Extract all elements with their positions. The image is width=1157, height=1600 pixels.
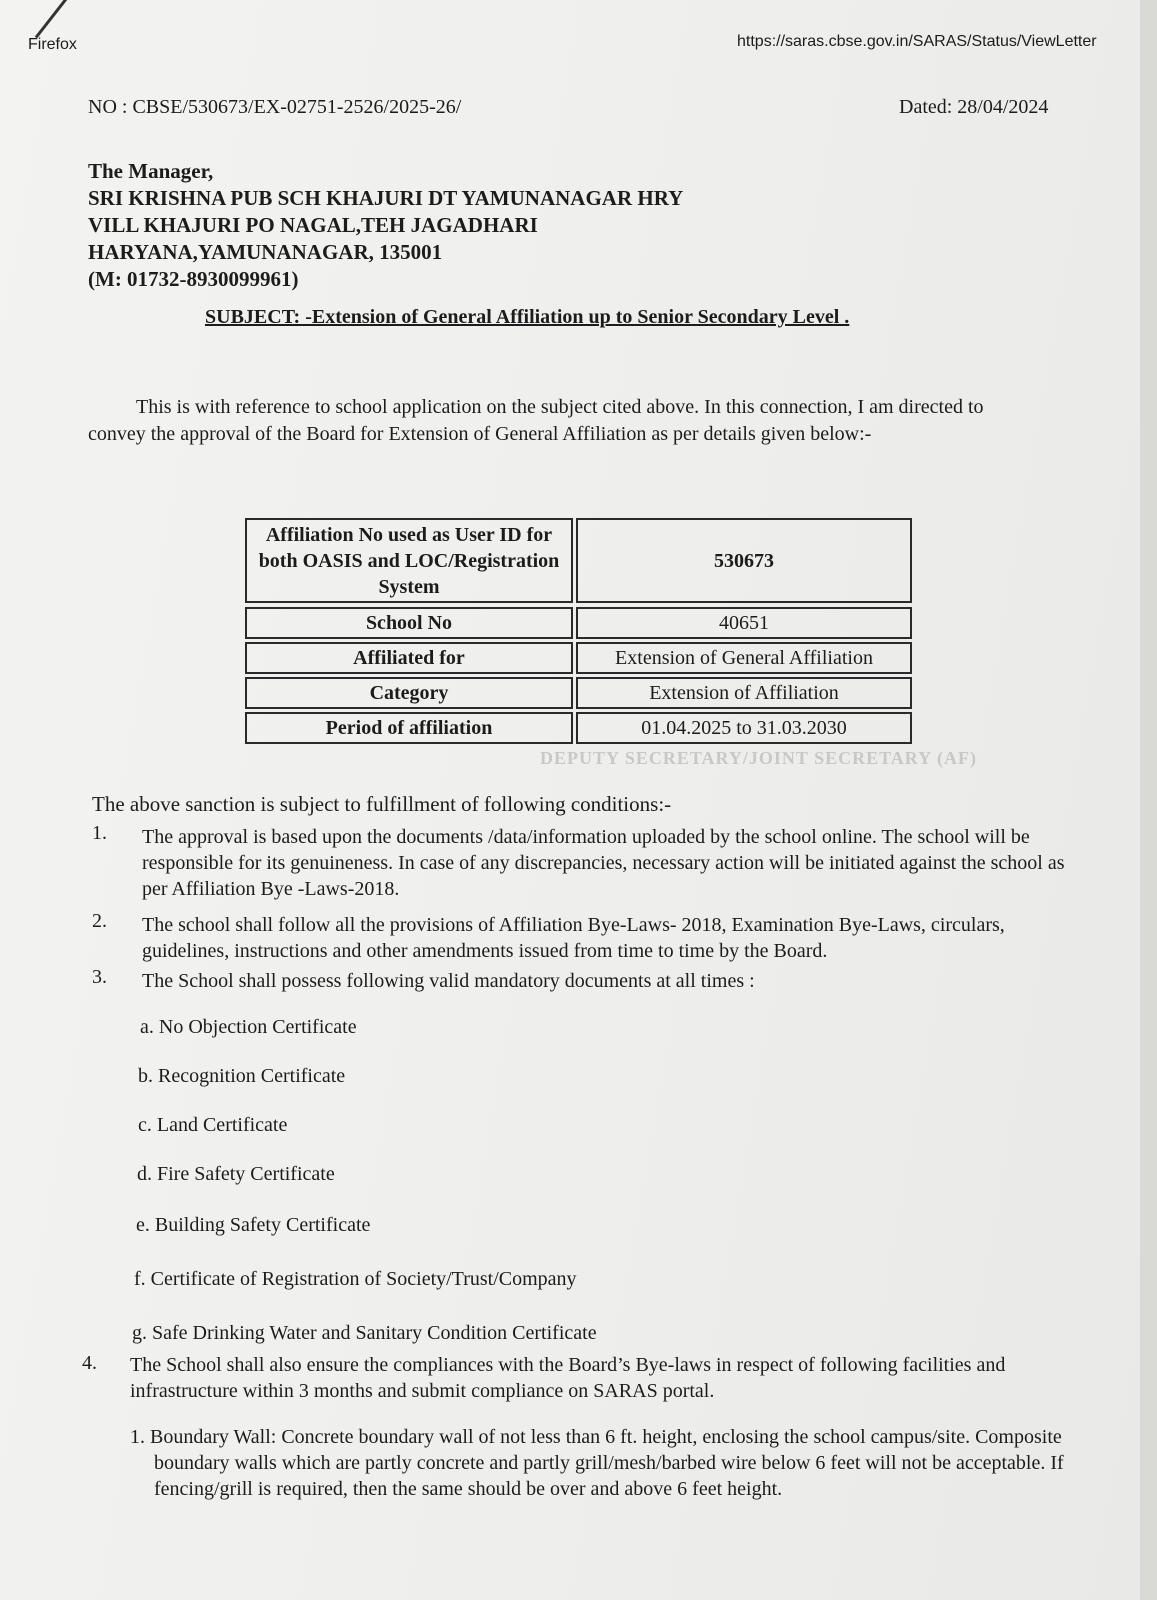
- page-url: https://saras.cbse.gov.in/SARAS/Status/ViewLetter: [737, 33, 1097, 50]
- addressee-line: The Manager,: [88, 159, 214, 183]
- document-list-item: a. No Objection Certificate: [140, 1016, 357, 1038]
- addressee-line: VILL KHAJURI PO NAGAL,TEH JAGADHARI: [88, 213, 538, 237]
- document-list-item: b. Recognition Certificate: [138, 1065, 346, 1087]
- condition-text: The approval is based upon the documents /data/information uploaded by the school online. The school will be responsible for its genuineness. In case of any discrepancies, necessary action will be initiated against the school as per Affiliation Bye -Laws-2018.: [142, 826, 1065, 900]
- condition-text: The school shall follow all the provisions of Affiliation Bye-Laws- 2018, Examination Bye-Laws, circulars, guidelines, instructions and other amendments issued from time to time by the Board.: [142, 914, 1005, 962]
- facility-boundary-wall: 1. Boundary Wall: Concrete boundary wall of not less than 6 ft. height, enclosing the school campus/site. Composite boundary walls which are partly concrete and partly grill/mesh/barbed wire below 6 feet will not be acceptable. If fencing/grill is required, then the same should be over and above 6 feet height.: [130, 1426, 1064, 1500]
- condition-number: 4.: [82, 1352, 97, 1374]
- addressee-line: (M: 01732-8930099961): [88, 267, 299, 291]
- table-value-cell: Extension of General Affiliation: [576, 642, 912, 674]
- table-value-cell: 530673: [576, 518, 912, 603]
- addressee-line: SRI KRISHNA PUB SCH KHAJURI DT YAMUNANAGAR HRY: [88, 186, 684, 210]
- table-value-cell: 40651: [576, 607, 912, 639]
- condition-text: The School shall possess following valid mandatory documents at all times :: [142, 970, 755, 992]
- table-label-cell: Affiliation No used as User ID for both OASIS and LOC/Registration System: [245, 518, 573, 603]
- bleed-through-text: DEPUTY SECRETARY/JOINT SECRETARY (AF): [540, 748, 977, 768]
- letter-subject: SUBJECT: -Extension of General Affiliation up to Senior Secondary Level .: [205, 306, 850, 328]
- table-label-cell: Category: [245, 677, 573, 709]
- document-list-item: e. Building Safety Certificate: [136, 1214, 371, 1236]
- letter-date: Dated: 28/04/2024: [899, 96, 1049, 118]
- conditions-intro: The above sanction is subject to fulfillment of following conditions:-: [92, 792, 672, 816]
- document-list-item: g. Safe Drinking Water and Sanitary Condition Certificate: [132, 1322, 597, 1344]
- table-value-cell: 01.04.2025 to 31.03.2030: [576, 712, 912, 744]
- document-list-item: f. Certificate of Registration of Society/Trust/Company: [134, 1268, 577, 1290]
- document-list-item: d. Fire Safety Certificate: [137, 1163, 335, 1185]
- addressee-block: [88, 158, 683, 293]
- condition-number: 3.: [92, 966, 107, 988]
- table-label-cell: Affiliated for: [245, 642, 573, 674]
- addressee-line: HARYANA,YAMUNANAGAR, 135001: [88, 240, 443, 264]
- document-list-item: c. Land Certificate: [138, 1114, 288, 1136]
- pen-stroke-mark: [35, 0, 73, 38]
- condition-number: 1.: [92, 822, 107, 844]
- browser-name: Firefox: [28, 36, 77, 53]
- letter-reference-number: NO : CBSE/530673/EX-02751-2526/2025-26/: [88, 96, 462, 118]
- intro-paragraph: This is with reference to school application on the subject cited above. In this connection, I am directed to convey the approval of the Board for Extension of General Affiliation as per details given below:-: [88, 396, 984, 445]
- table-label-cell: School No: [245, 607, 573, 639]
- table-value-cell: Extension of Affiliation: [576, 677, 912, 709]
- condition-number: 2.: [92, 910, 107, 932]
- condition-text: The School shall also ensure the compliances with the Board’s Bye-laws in respect of following facilities and infrastructure within 3 months and submit compliance on SARAS portal.: [130, 1354, 1006, 1402]
- table-label-cell: Period of affiliation: [245, 712, 573, 744]
